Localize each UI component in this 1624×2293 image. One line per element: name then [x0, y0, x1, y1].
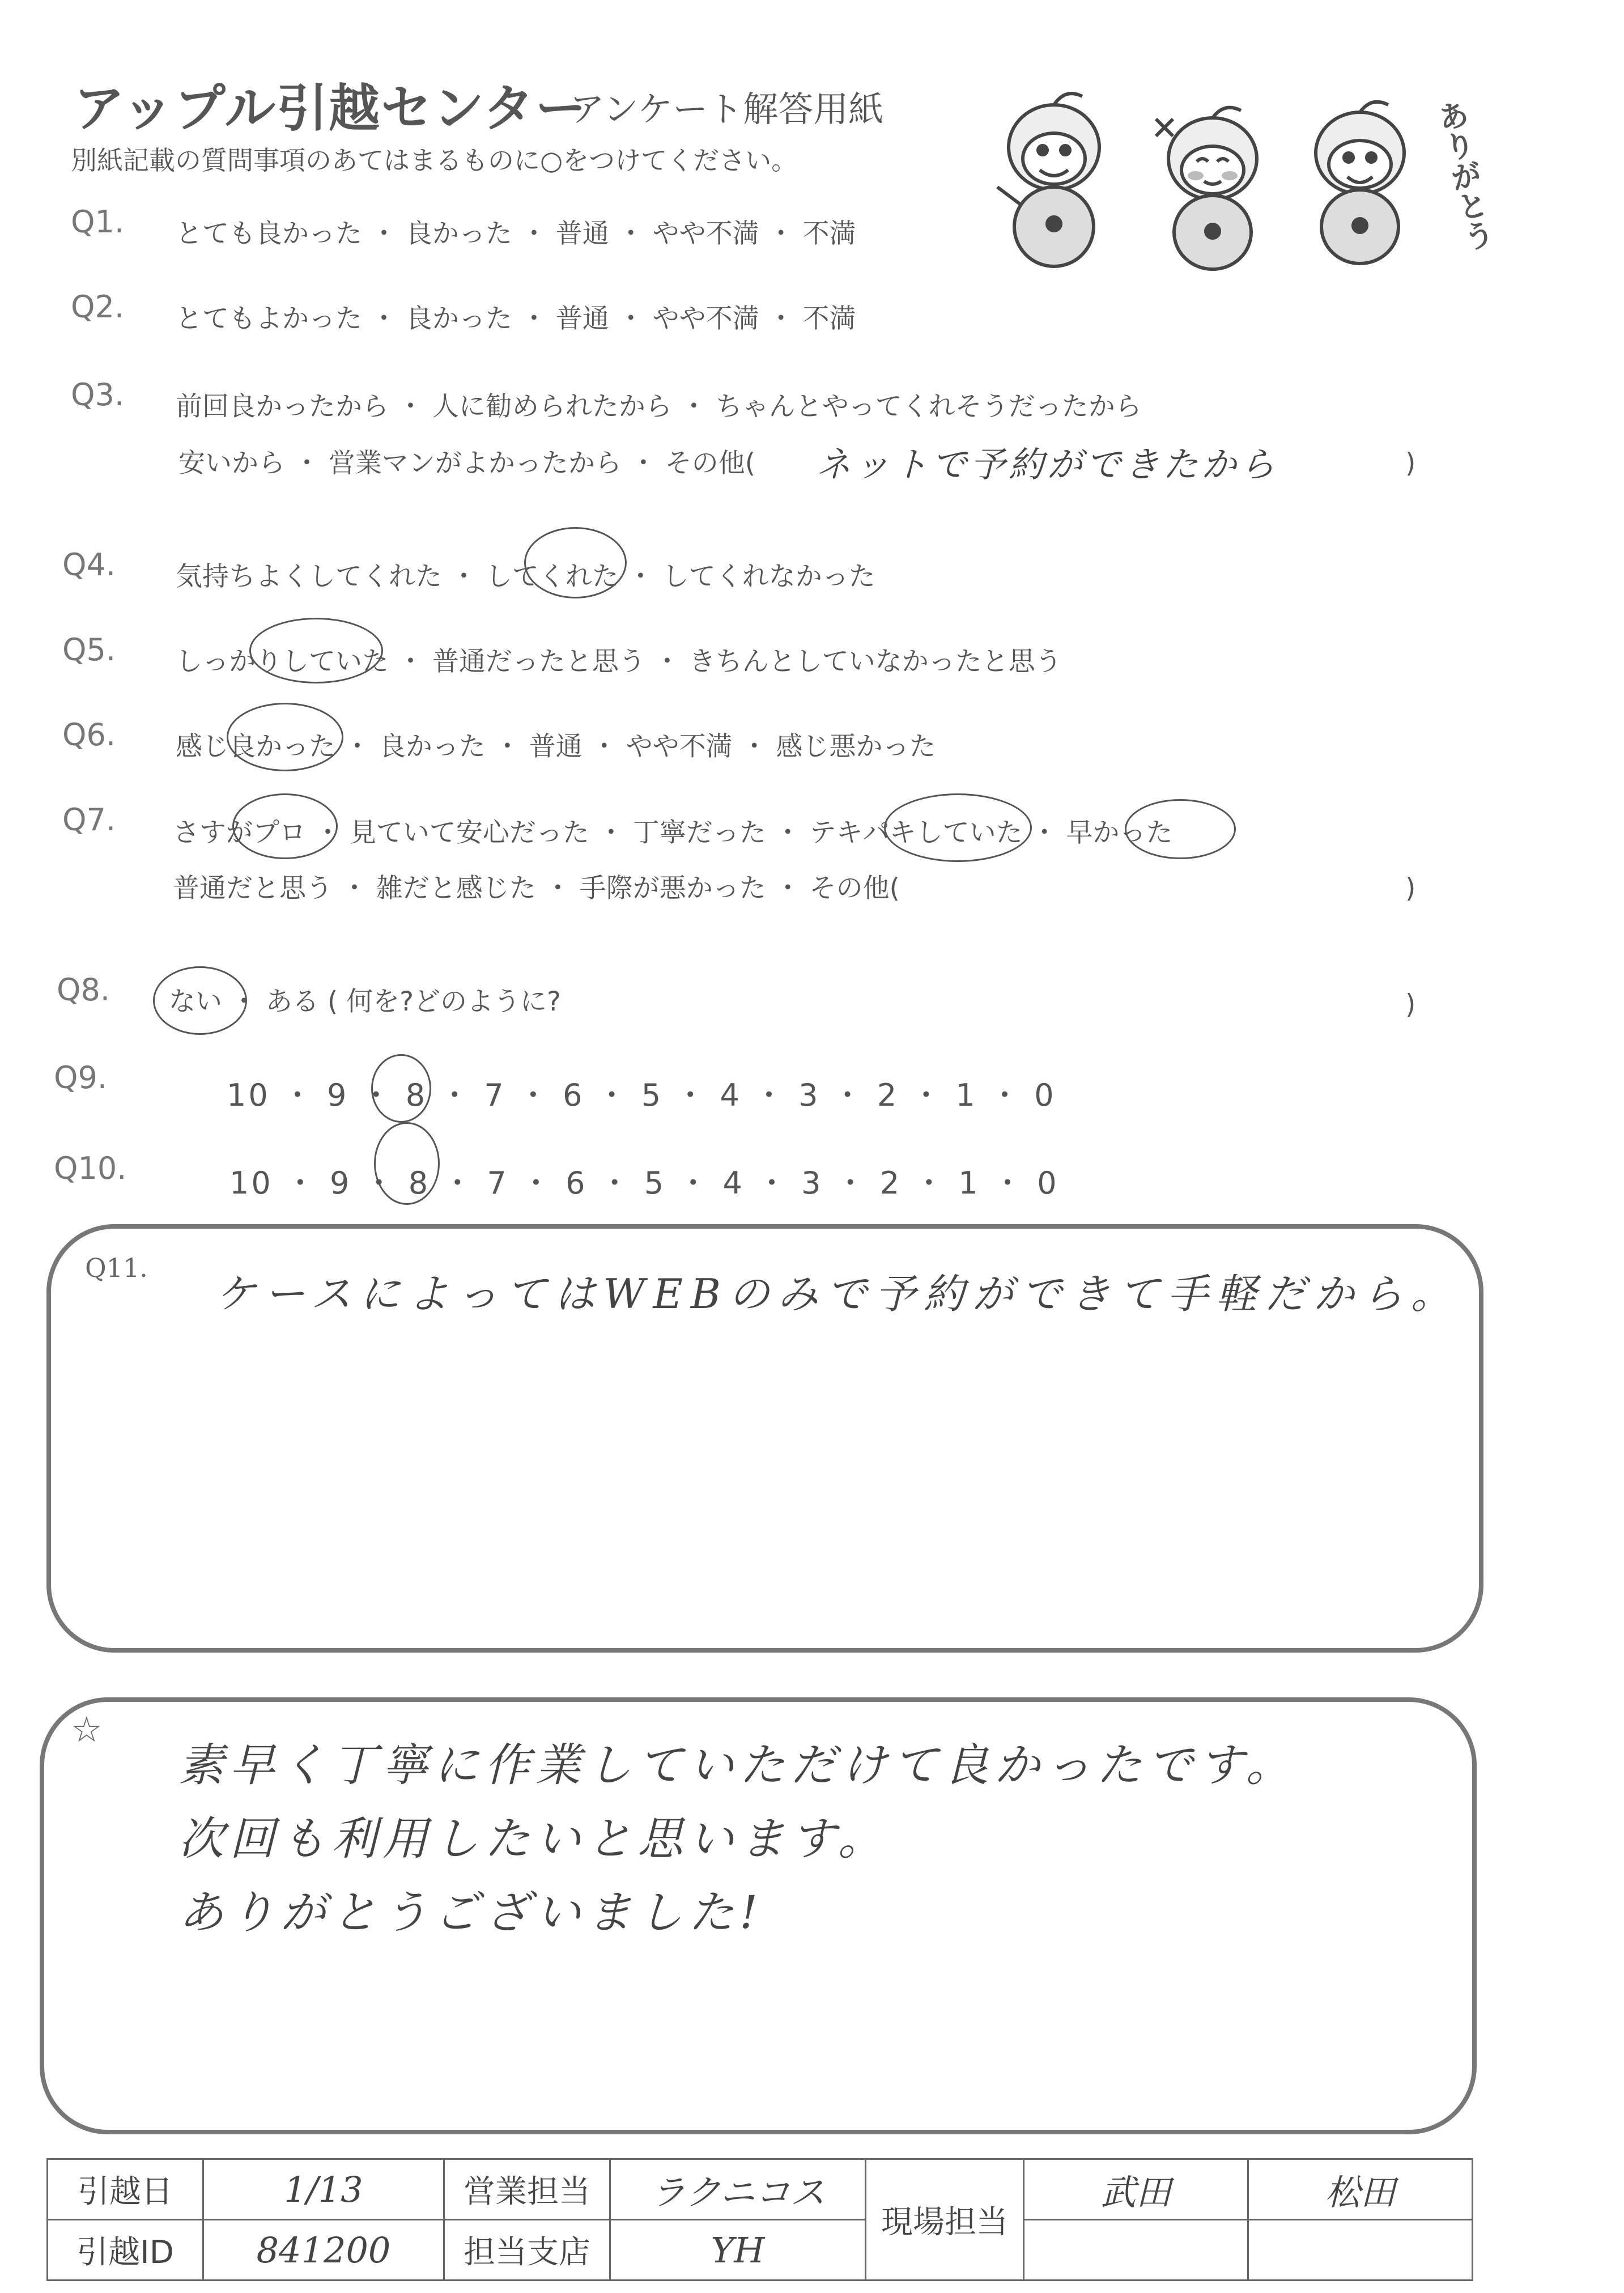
closing-paren: ) — [1405, 989, 1416, 1020]
comment-line: ありがとうございました! — [178, 1886, 764, 1939]
moving-date-value: 1/13 — [203, 2159, 444, 2220]
site-staff-1: 武田 — [1024, 2159, 1248, 2220]
question-options: 安いから ・ 営業マンがよかったから ・ その他( — [178, 448, 756, 479]
answer-circle — [1125, 799, 1236, 859]
question-label: Q6. — [62, 717, 116, 753]
mascot-thank-you-caption: ありがとう — [1430, 97, 1498, 254]
question-label: Q9. — [54, 1060, 108, 1095]
site-staff-2: 松田 — [1248, 2159, 1473, 2220]
sales-rep-value: ラクニコス — [610, 2159, 866, 2220]
question-label: Q10. — [54, 1150, 127, 1186]
answer-circle — [153, 966, 247, 1035]
star-icon: ☆ — [71, 1709, 103, 1750]
question-options: とても良かった ・ 良かった ・ 普通 ・ やや不満 ・ 不満 — [176, 218, 856, 249]
q11-label: Q11. — [85, 1252, 148, 1283]
closing-paren: ) — [1405, 873, 1416, 904]
question-options: 気持ちよくしてくれた ・ してくれた ・ してくれなかった — [176, 561, 875, 592]
answer-circle — [884, 793, 1032, 862]
question-options: 普通だと思う ・ 雑だと感じた ・ 手際が悪かった ・ その他( — [173, 873, 900, 904]
question-label: Q8. — [57, 972, 110, 1008]
question-options: 前回良かったから ・ 人に勧められたから ・ ちゃんとやってくれそうだったから — [176, 391, 1142, 422]
q11-handwritten-answer: ケースによってはWEBのみで予約ができて手軽だから。 — [215, 1270, 1460, 1318]
answer-circle — [249, 618, 383, 683]
site-staff-4 — [1248, 2220, 1473, 2281]
question-options: 感じ良かった ・ 良かった ・ 普通 ・ やや不満 ・ 感じ悪かった — [176, 731, 936, 762]
answer-circle — [227, 703, 343, 771]
question-label: Q4. — [62, 547, 116, 583]
form-title: アップル引越センター — [74, 79, 588, 138]
answer-circle — [524, 527, 627, 598]
answer-circle — [232, 793, 338, 859]
question-options: さすがプロ ・ 見ていて安心だった ・ 丁寧だった ・ テキパキしていた ・ 早かった — [173, 817, 1173, 848]
form-instruction: 別紙記載の質問事項のあてはまるものに○をつけてください。 — [71, 145, 798, 176]
score-scale: 10 ・ 9 ・ 8 ・ 7 ・ 6 ・ 5 ・ 4 ・ 3 ・ 2 ・ 1 ・ 0 — [229, 1165, 1059, 1201]
branch-value: YH — [610, 2220, 866, 2281]
question-label: Q2. — [71, 289, 125, 325]
site-staff-label: 現場担当 — [866, 2159, 1024, 2281]
moving-id-label: 引越ID — [48, 2220, 203, 2281]
comment-line: 次回も利用したいと思います。 — [178, 1812, 889, 1865]
comment-line: 素早く丁寧に作業していただけて良かったです。 — [178, 1739, 1297, 1791]
footer-info-table — [46, 2158, 1473, 2281]
moving-date-label: 引越日 — [48, 2159, 203, 2220]
score-scale: 10 ・ 9 ・ 8 ・ 7 ・ 6 ・ 5 ・ 4 ・ 3 ・ 2 ・ 1 ・ 0 — [227, 1077, 1056, 1113]
question-label: Q1. — [71, 204, 125, 240]
question-label: Q3. — [71, 377, 125, 413]
closing-paren: ) — [1405, 448, 1416, 479]
question-options: とてもよかった ・ 良かった ・ 普通 ・ やや不満 ・ 不満 — [176, 303, 856, 334]
handwritten-answer: ネットで予約ができたから — [816, 444, 1279, 485]
answer-circle — [374, 1122, 440, 1205]
site-staff-3 — [1024, 2220, 1248, 2281]
question-label: Q7. — [62, 802, 116, 838]
monkey-mascots-illustration — [986, 85, 1473, 278]
answer-circle — [371, 1054, 431, 1123]
sales-rep-label: 営業担当 — [444, 2159, 610, 2220]
form-subtitle: アンケート解答用紙 — [569, 88, 884, 130]
question-options: しっかりしていた ・ 普通だったと思う ・ きちんとしていなかったと思う — [176, 646, 1062, 677]
question-label: Q5. — [62, 632, 116, 668]
branch-label: 担当支店 — [444, 2220, 610, 2281]
question-options: ない ・ ある ( 何を?どのように? — [169, 986, 561, 1017]
moving-id-value: 841200 — [203, 2220, 444, 2281]
